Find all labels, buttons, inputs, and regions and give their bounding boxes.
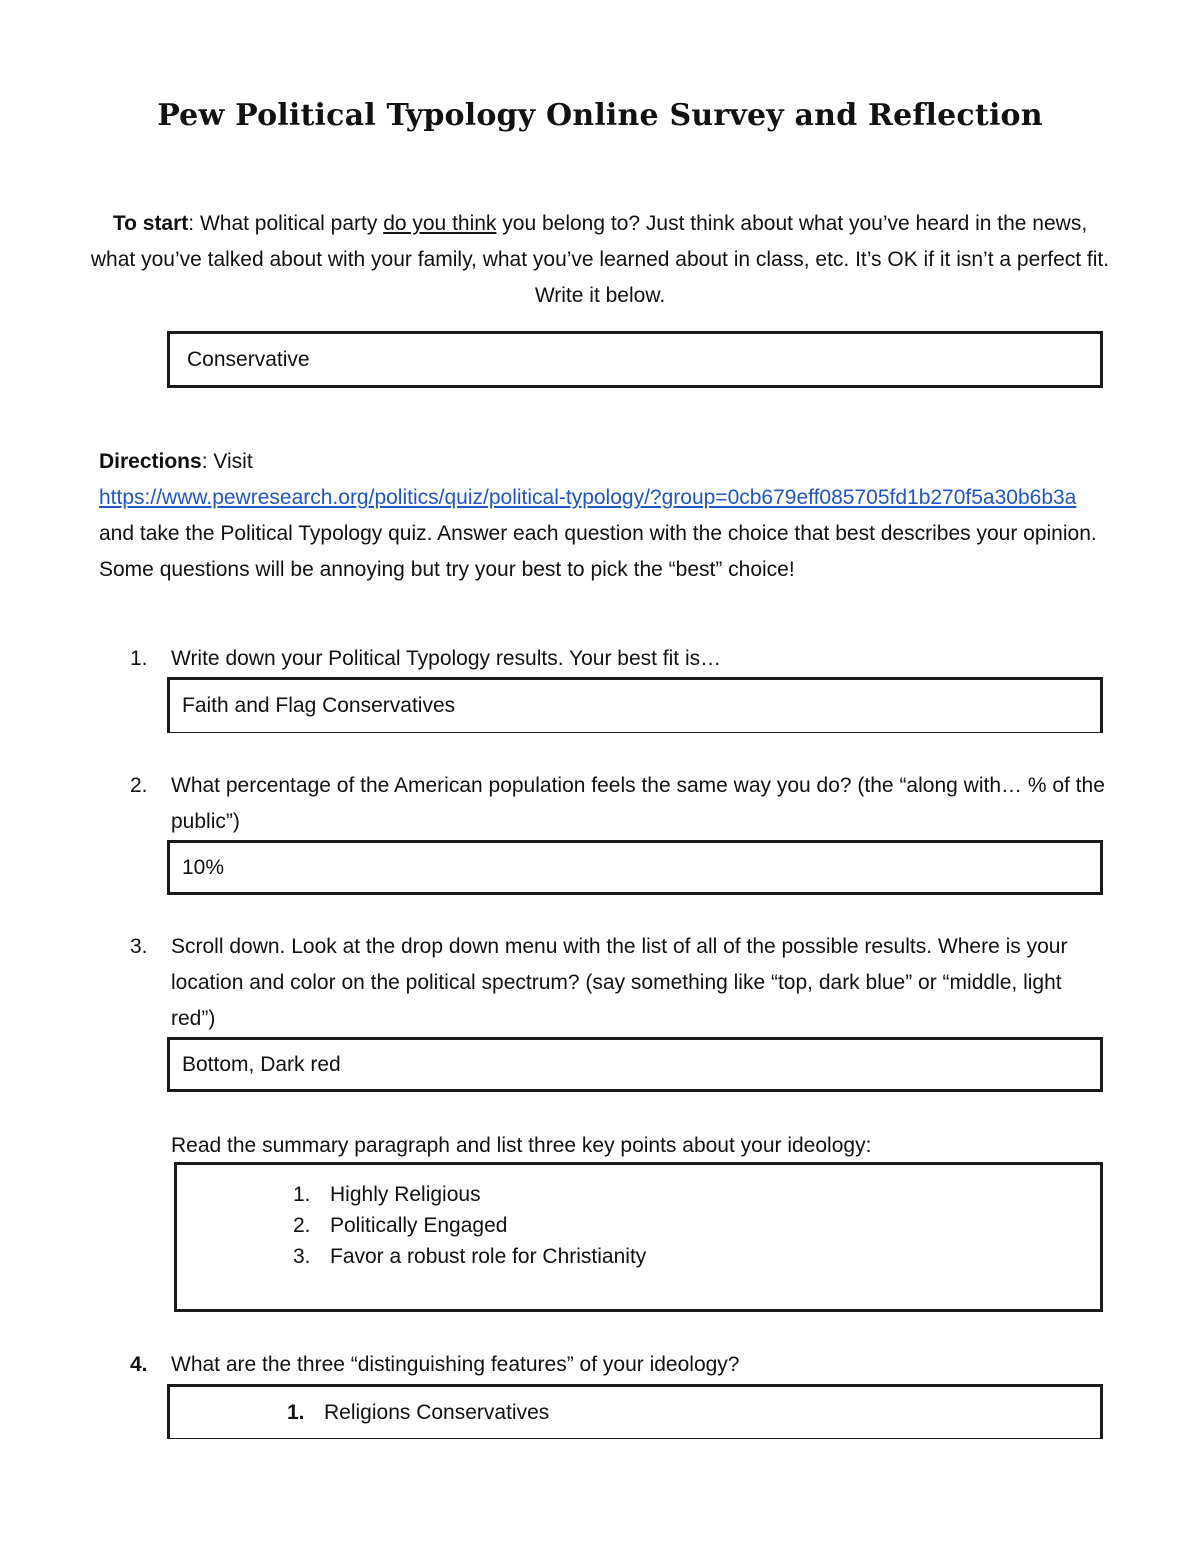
question-number: 4. [130,1353,148,1376]
quiz-link[interactable]: https://www.pewresearch.org/politics/quiz/political-typology/?group=0cb679eff085705fd1b270f5a30b6b3a [99,486,1077,509]
summary-prompt: Read the summary paragraph and list three key points about your ideology: [171,1134,872,1157]
key-points-field[interactable] [174,1162,1103,1312]
answer-text: 10% [182,855,225,879]
answer-field-2[interactable] [167,840,1103,895]
list-item-text: Highly Religious [330,1183,481,1206]
question-text: What percentage of the American population feels the same way you do? (the “along with… % of the public”) [171,774,1105,833]
list-item-text: Politically Engaged [330,1214,508,1237]
answer-field-3[interactable] [167,1037,1103,1092]
question-number: 3. [130,935,148,958]
list-item-number: 2. [293,1214,311,1237]
list-item-text: Favor a robust role for Christianity [330,1245,647,1268]
question-3 [130,929,1110,1037]
intro-text-1: : What political party [188,212,384,235]
directions-paragraph [99,444,1109,588]
intro-underlined: do you think [383,212,497,235]
answer-field-1[interactable] [167,677,1103,733]
answer-text: Bottom, Dark red [182,1052,341,1076]
intro-text-2: you belong to? Just think about what you’ve heard in the news, what you’ve talked about with your family, what you’ve learned about in class, etc. It’s OK if it isn’t a perfect fit. Write it below. [90,212,1110,307]
list-item-text: Religions Conservatives [324,1400,550,1424]
directions-text-2: and take the Political Typology quiz. Answer each question with the choice that best describes your opinion. Some questions will be annoying but try your best to pick the “best” choice! [99,522,1097,581]
question-2 [130,768,1110,840]
question-text: Write down your Political Typology results. Your best fit is… [171,647,722,670]
question-1 [130,641,1110,677]
party-answer-text: Conservative [187,347,310,371]
directions-label: Directions [99,450,202,473]
list-item-number: 1. [287,1400,305,1424]
intro-label: To start [112,212,189,235]
question-number: 2. [130,774,148,797]
directions-text-1: : Visit [201,450,253,473]
page-title: Pew Political Typology Online Survey and Reflection [157,98,1043,133]
list-item-number: 1. [293,1183,311,1206]
question-text: What are the three “distinguishing features” of your ideology? [171,1353,740,1376]
features-field[interactable] [167,1384,1103,1439]
party-answer-field[interactable] [167,331,1103,388]
question-number: 1. [130,647,148,670]
question-text: Scroll down. Look at the drop down menu with the list of all of the possible results. Where is your location and color on the political spectrum? (say something like “top, dark blue” or “middle, light red”) [171,935,1068,1030]
answer-text: Faith and Flag Conservatives [182,694,456,717]
question-4 [130,1347,1110,1383]
list-item-number: 3. [293,1245,311,1268]
intro-paragraph [90,206,1110,314]
